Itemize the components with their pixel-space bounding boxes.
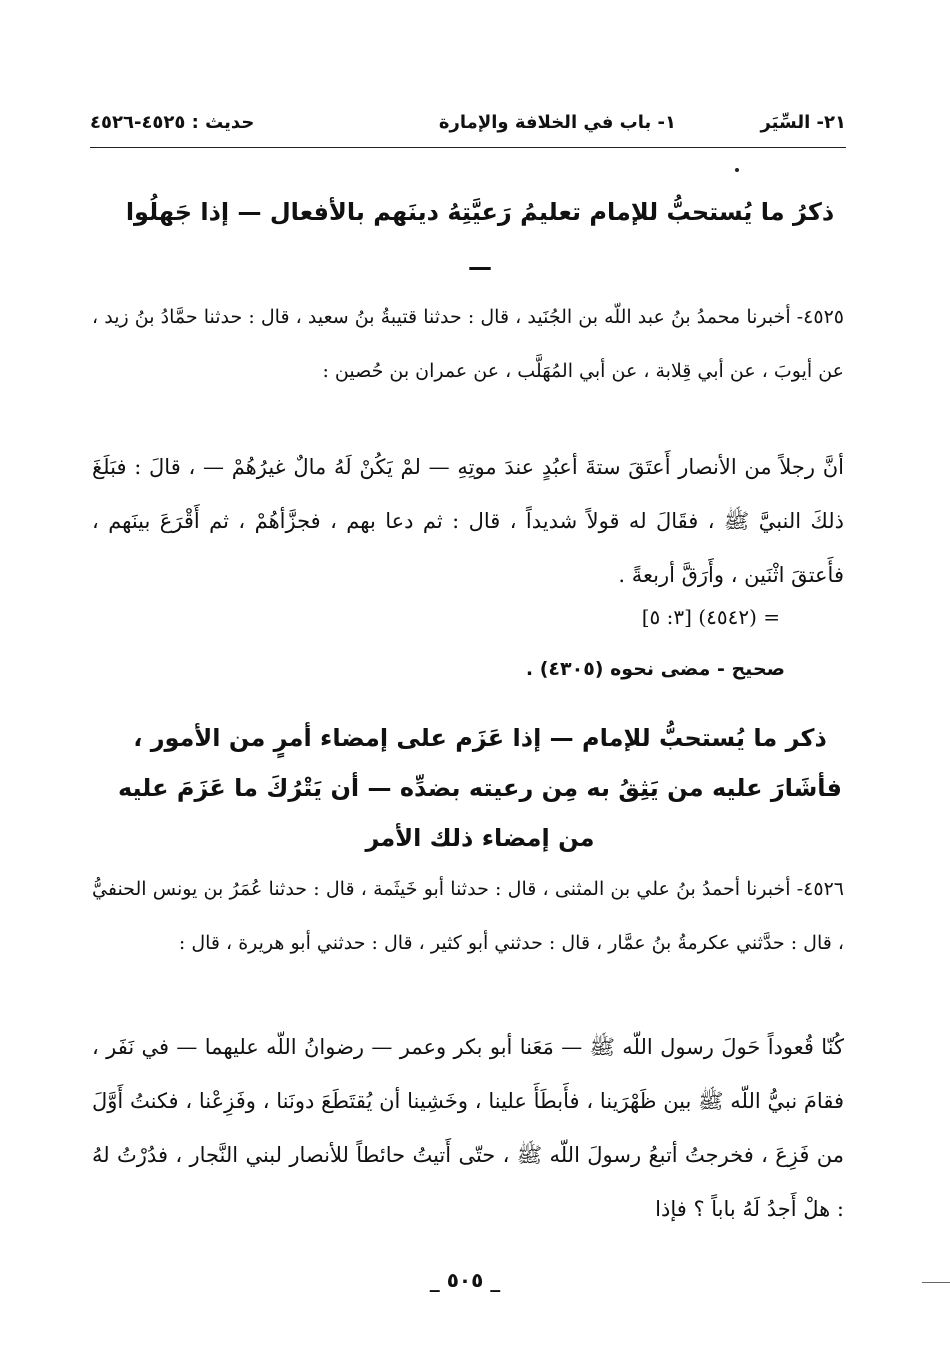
chapter-title: ٢١- السِّيَر xyxy=(760,112,846,133)
matn-4526: كُنّا قُعوداً حَولَ رسول اللّه ﷺ — مَعَنا أبو بكر وعمر — رضوانُ اللّه عليهما — في نَفَر ، فقامَ نبيُّ اللّه ﷺ بين ظَهْرَينا ، فأَبطَأَ علينا ، وخَشِينا أن يُقتَطَعَ دونَنا ، وفَزِعْنا ، فكنتُ أَوَّلَ من فَزِعَ ، فخرجتُ أتبعُ رسولَ اللّه ﷺ ، حتّى أَتيتُ حائطاً للأنصار لبني النَّجار ، فدُرْتُ لهُ : هلْ أَجدُ لَهُ باباً ؟ فإذا xyxy=(92,1035,844,1221)
isnad-4525: ٤٥٢٥- أخبرنا محمدُ بنُ عبد اللّه بن الجُنَيد ، قال : حدثنا قتيبةُ بنُ سعيد ، قال : حدثنا حمَّادُ بنُ زيد ، عن أيوبَ ، عن أبي قِلابة ، عن أبي المُهَلَّب ، عن عمران بن حُصين : xyxy=(92,306,844,382)
hadith-range: حديث : ٤٥٢٥-٤٥٢٦ xyxy=(90,112,255,133)
section-heading-1: ذكرُ ما يُستحبُّ للإمام تعليمُ رَعيَّتِهُ دينَهم بالأفعال — إذا جَهلُوا — xyxy=(125,198,835,281)
matn-4525: أنَّ رجلاً من الأنصار أَعتَقَ ستةَ أعبُدٍ عندَ موتِهِ — لمْ يَكُنْ لَهُ مالٌ غيرُهُمْ — ، قالَ : فبَلَغَ ذلكَ النبيَّ ﷺ ، فقَالَ له قولاً شديداً ، قال : ثم دعا بهم ، فجزَّأهُمْ ، ثم أَقْرَعَ بينَهم ، فأَعتقَ اثْنَين ، وأَرَقَّ أربعةً . xyxy=(92,455,844,587)
grading-note-4525: صحيح - مضى نحوه (٤٣٠٥) . xyxy=(525,658,785,680)
section-heading-2: ذكر ما يُستحبُّ للإمام — إذا عَزَم على إمضاء أمرٍ من الأمور ، فأشَارَ عليه من يَثِقُ به مِن رعيته بضدِّه — أن يَتْرُكَ ما عَزَمَ عليه من إمضاء ذلك الأمر xyxy=(117,724,843,852)
running-header xyxy=(90,108,846,140)
page-number: _ ٥٠٥ _ xyxy=(429,1268,501,1292)
header-rule xyxy=(90,147,846,148)
scan-edge-mark xyxy=(922,1282,950,1283)
isnad-4526: ٤٥٢٦- أخبرنا أحمدُ بنُ علي بن المثنى ، قال : حدثنا أبو خَيثَمة ، قال : حدثنا عُمَرُ بن يونس الحنفيُّ ، قال : حدَّثني عكرمةُ بنُ عمَّار ، قال : حدثني أبو كثير ، قال : حدثني أبو هريرة ، قال : xyxy=(92,878,844,954)
cross-reference-4525: = (٤٥٤٢) [٣: ٥] xyxy=(641,605,780,629)
ink-dot xyxy=(735,168,739,172)
section-title: ١- باب في الخلافة والإمارة xyxy=(438,112,676,133)
